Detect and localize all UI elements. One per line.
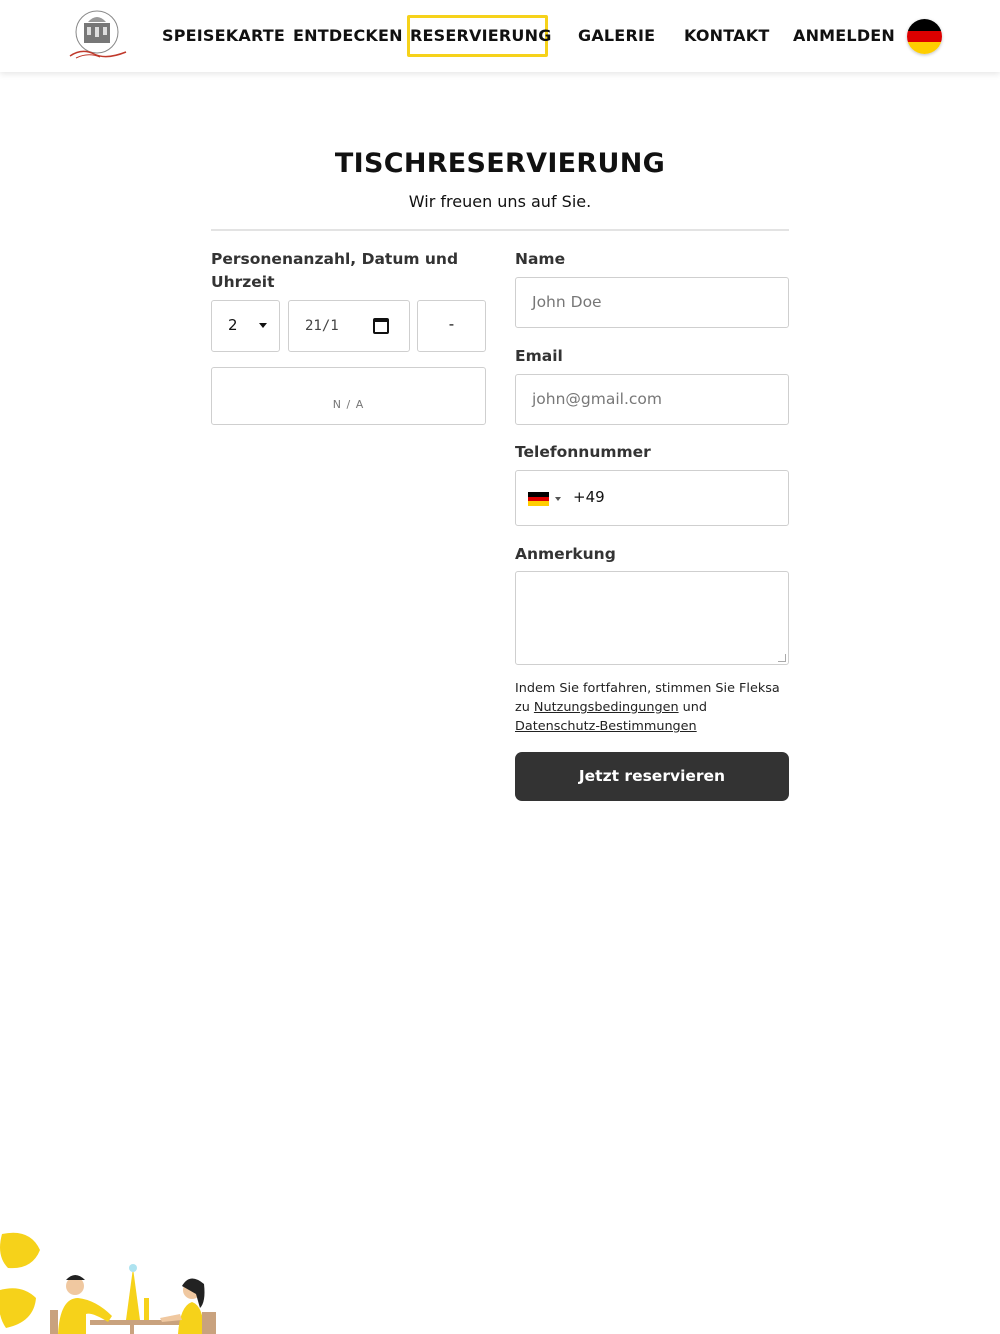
germany-flag-icon[interactable] <box>528 492 549 506</box>
nav-entdecken[interactable]: ENTDECKEN <box>293 26 403 45</box>
divider <box>211 229 789 231</box>
email-placeholder: john@gmail.com <box>532 390 663 408</box>
note-label: Anmerkung <box>515 545 616 563</box>
time-select[interactable] <box>417 300 486 352</box>
terms-link[interactable]: Nutzungsbedingungen <box>533 700 679 715</box>
nav-reservierung[interactable]: RESERVIERUNG <box>410 26 552 45</box>
consent-prefix: Indem Sie fortfahren, stimmen Sie Fleksa zu <box>515 681 780 715</box>
date-input[interactable] <box>288 300 410 352</box>
couple-dining-illustration <box>0 1228 225 1334</box>
date-value: 21/1 <box>305 318 339 334</box>
reserve-button[interactable]: Jetzt reservieren <box>515 752 789 801</box>
time-slot-text: N / A <box>332 398 365 411</box>
time-value: - <box>448 315 455 333</box>
nav-speisekarte[interactable]: SPEISEKARTE <box>162 26 286 45</box>
nav-reservierung-active[interactable] <box>407 15 552 57</box>
name-input[interactable] <box>515 277 789 328</box>
guests-select[interactable] <box>211 300 280 352</box>
caret-down-icon <box>259 323 267 328</box>
phone-label: Telefonnummer <box>515 443 651 461</box>
germany-flag-icon[interactable] <box>907 19 942 54</box>
email-input[interactable] <box>515 374 789 425</box>
party-datetime-label: Personenanzahl, Datum und Uhrzeit <box>211 250 459 291</box>
page-title: TISCHRESERVIERUNG <box>334 148 666 179</box>
time-slot-box[interactable] <box>211 367 486 425</box>
consent-text <box>515 679 795 736</box>
calendar-icon[interactable] <box>373 318 389 334</box>
nav-galerie[interactable]: GALERIE <box>578 26 656 45</box>
privacy-link[interactable]: Datenschutz-Bestimmungen <box>515 719 697 734</box>
email-label: Email <box>515 347 563 365</box>
name-placeholder: John Doe <box>532 293 602 311</box>
guests-value: 2 <box>228 316 238 334</box>
name-label: Name <box>515 250 566 268</box>
phone-input[interactable] <box>515 470 789 526</box>
caret-down-icon[interactable] <box>555 497 561 501</box>
note-textarea[interactable] <box>515 571 789 665</box>
page-subtitle: Wir freuen uns auf Sie. <box>408 192 592 211</box>
top-navbar <box>0 0 1000 72</box>
phone-code: +49 <box>573 488 605 506</box>
nav-anmelden[interactable]: ANMELDEN <box>793 26 896 45</box>
nav-kontakt[interactable]: KONTAKT <box>684 26 770 45</box>
resize-handle-icon[interactable] <box>778 654 786 662</box>
restaurant-logo[interactable] <box>66 8 128 62</box>
consent-and: und <box>682 700 708 715</box>
